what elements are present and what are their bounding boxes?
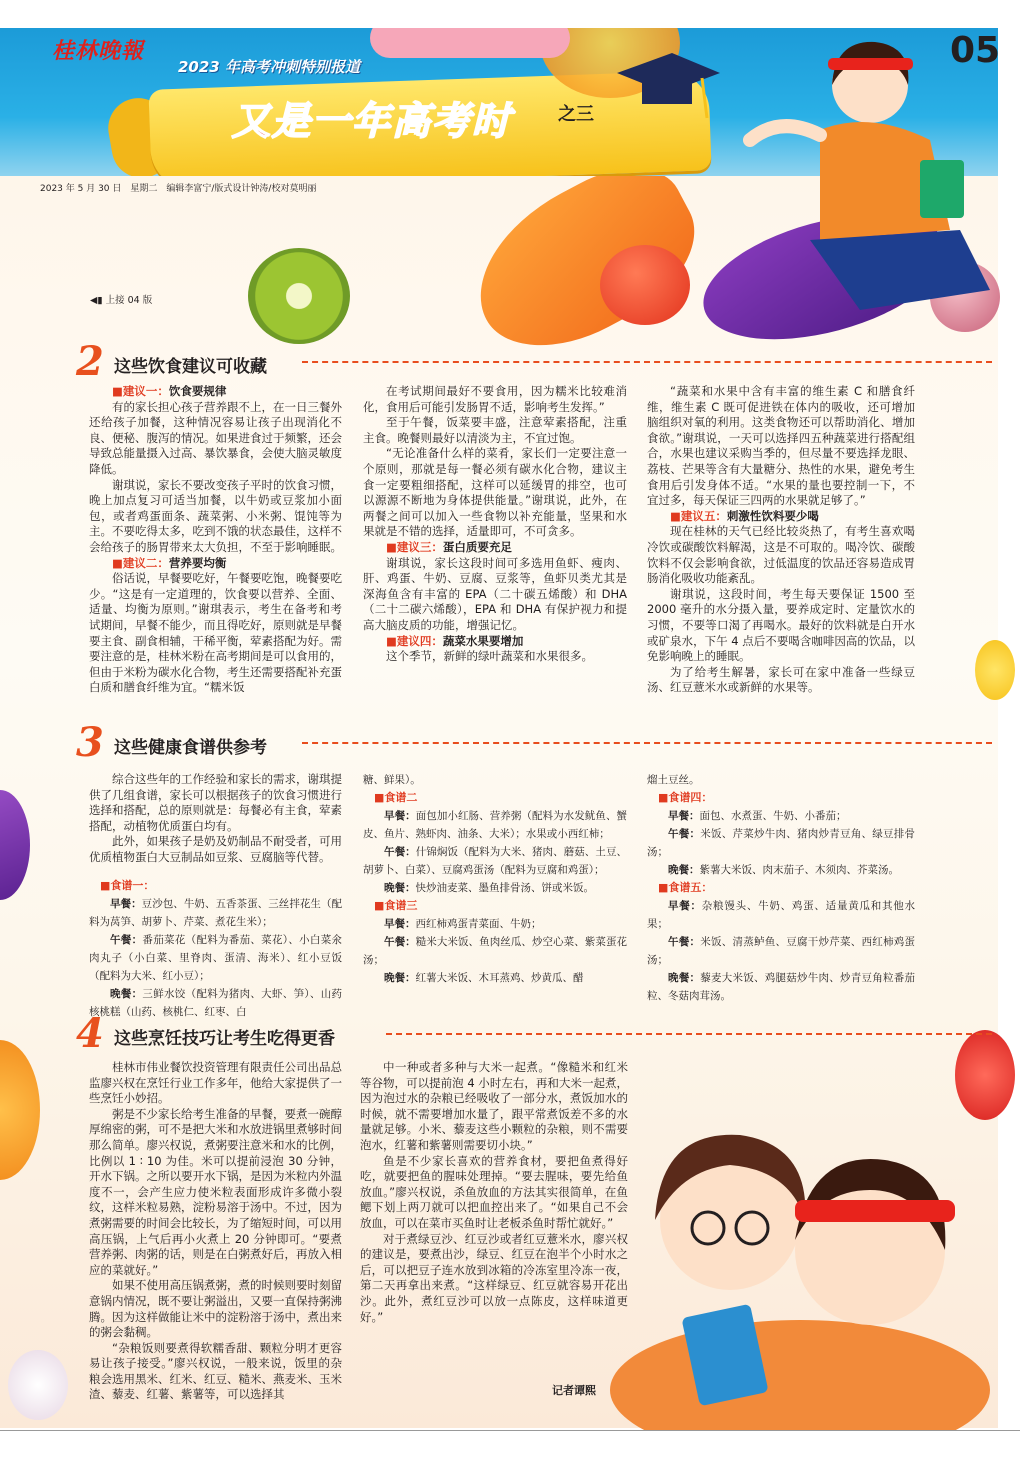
recipe-4-and-5 [647,771,915,1005]
section-4-heading [76,1010,996,1057]
paragraph: “杂粮饭则要煮得软糯香甜、颗粒分明才更容易让孩子接受。”廖兴权说，一般来说，饭里的杂粮会选用黑米、红米、红豆、糙米、燕麦米、玉米渣、藜麦、红薯、紫薯等，可以选择其 [89,1340,342,1402]
paragraph: 至于午餐，饭菜要丰盛，注意荤素搭配，注重主食。晚餐则最好以清淡为主，不宜过饱。 [363,415,627,445]
dateline: 2023 年 5 月 30 日 星期二 编辑李富宁/版式设计钟涛/校对莫明丽 [40,184,317,194]
section-4-column-2 [360,1060,628,1325]
paragraph: 谢琪说，家长不要改变孩子平时的饮食习惯，晚上加点复习可适当加餐，以牛奶或豆浆加小面包，或者鸡蛋面条、蔬菜粥、小米粥、馄饨等为主。不要吃得太多，吃到不饿的状态最佳，这样不会给孩子的肠胃带来太大负担，不至于影响睡眠。 [89,477,342,554]
subheading-tag: ■建议二： [112,555,169,570]
meal-items: 紫薯大米饭、肉末茄子、木须肉、芥菜汤。 [699,864,899,876]
recipe-lunch [647,825,915,861]
meal-items: 豆沙包、牛奶、五香茶蛋、三丝拌花生（配料为莴笋、胡萝卜、芹菜、煮花生米）； [89,898,343,928]
lemon-right-illustration [975,640,1015,700]
section-number: 4 [76,1010,104,1057]
subheading [89,384,342,400]
recipe-dinner [89,985,342,1021]
paragraph: 有的家长担心孩子营养跟不上，在一日三餐外还给孩子加餐，这种情况容易让孩子出现消化不良、便秘、腹泻的情况。如果进食过于频繁，还会导致总能量摄入过高、暴饮暴食，会使大脑灵敏度降低。 [89,399,342,476]
section-3-intro [89,772,342,866]
recipe-1 [89,877,342,1021]
paragraph: 鱼是不少家长喜欢的营养食材，要把鱼煮得好吃，就要把鱼的腥味处理掉。“要去腥味，要先给鱼放血。”廖兴权说，杀鱼放血的方法其实很简单，在鱼鳃下划上两刀就可以把血控出来了。“如果自己不会放血，可以在菜市买鱼时让老板杀鱼时帮忙就好。” [360,1153,628,1230]
meal-label: 早餐： [110,898,142,910]
recipe-dinner [647,861,915,879]
blue-pants [810,230,990,310]
recipe-1-continued: 糖、鲜果）。 [363,774,421,786]
subheading-tag: ■建议五： [670,508,727,523]
recipe-dinner [363,969,627,987]
recipe-2-and-3 [363,771,627,987]
newspaper-logo: 桂林晚報 [52,38,145,64]
recipe-lunch [363,933,627,969]
meal-label: 晚餐： [668,864,700,876]
paragraph: “蔬菜和水果中含有丰富的维生素 C 和膳食纤维，维生素 C 既可促进铁在体内的吸收，还可增加脑组织对氧的利用。这类食物还可以帮助消化、增加食欲。”谢琪说，一天可以选择四五种蔬菜进行搭配组合，水果也建议采购当季的，但尽量不要选择龙眼、荔枝、芒果等含有大量糖分、热性的水果，避免考生食用后引发身体不适。“水果的量也要控制一下，不宜过多，每天保证三四两的水果就足够了。” [647,384,915,508]
section-2-column-1 [89,384,342,696]
section-number: 3 [76,719,104,766]
meal-items: 糙米大米饭、鱼肉丝瓜、炒空心菜、紫菜蛋花汤； [363,936,628,966]
paragraph: 桂林市伟业餐饮投资管理有限责任公司出品总监廖兴权在烹饪行业工作多年，他给大家提供了一些烹饪小妙招。 [89,1060,342,1106]
section-3-heading [76,719,996,766]
paragraph: 如果不使用高压锅煮粥，煮的时候则要时刻留意锅内情况，既不要让粥溢出，又要一直保持粥沸腾。因为这样做能让米中的淀粉溶于汤中，煮出来的粥会黏稠。 [89,1278,342,1340]
paragraph: 这个季节，新鲜的绿叶蔬菜和水果很多。 [386,649,593,664]
meal-label: 早餐： [668,810,700,822]
subheading [363,634,627,650]
subheading-tag: ■建议一： [112,384,169,398]
meal-items: 快炒油麦菜、墨鱼排骨汤、饼或米饭。 [415,882,594,894]
jump-arrow-icon: ◀▮ [90,295,106,306]
section-4-column-1 [89,1060,342,1403]
boy-arm [750,126,820,140]
meal-label: 午餐： [384,846,416,858]
subheading-tag: ■建议三： [386,539,443,554]
students-illustration [600,1060,1000,1430]
tomato-illustration [600,245,690,325]
meal-items: 杂粮馒头、牛奶、鸡蛋、适量黄瓜和其他水果； [647,900,916,930]
subheading-text: 营养要均衡 [168,555,227,570]
paragraph: “无论准备什么样的菜肴，家长们一定要注意一个原则，那就是每一餐必须有碳水化合物，建议主食一定要粗细搭配，这样可以延缓胃的排空，也可以源源不断地为身体提供能量。”谢琪说，此外，在两餐之间可以加入一些食物以补充能量，坚果和水果就是不错的选择，适量即可，不可贪多。 [363,446,627,539]
section-title: 这些烹饪技巧让考生吃得更香 [114,1029,335,1049]
series-suffix: 之三 [558,104,594,125]
meal-label: 早餐： [384,918,416,930]
paragraph: 中一种或者多种与大米一起煮。“像糙米和红米等谷物，可以提前泡 4 小时左右，再和大米一起煮，因为泡过水的杂粮已经吸收了一部分水，煮饭加水的时候，就不需要增加水量了，跟平常煮饭差不多的水量就足够。小米、藜麦这些小颗粒的杂粮，则不需要泡水，红薯和紫薯则需要切小块。” [360,1060,628,1152]
meal-label: 午餐： [668,936,701,948]
meal-label: 晚餐： [384,972,416,984]
boy-headband [795,1200,955,1222]
meal-label: 晚餐： [668,972,701,984]
recipe-breakfast [647,807,915,825]
section-title: 这些健康食谱供参考 [114,738,267,758]
graduation-cap-icon [612,38,722,128]
headband [828,58,913,70]
meal-items: 面包、水煮蛋、牛奶、小番茄； [699,810,847,822]
section-divider [302,361,992,363]
meal-items: 米饭、清蒸鲈鱼、豆腐干炒芹菜、西红柿鸡蛋汤； [647,936,915,966]
section-2-heading [76,338,996,385]
meal-items: 红薯大米饭、木耳蒸鸡、炒黄瓜、醋 [415,972,584,984]
paragraph: 对于煮绿豆沙、红豆沙或者红豆薏米水，廖兴权的建议是，要煮出沙，绿豆、红豆在泡半个小时水之后，可以把豆子连水放到冰箱的冷冻室里冷冻一夜，第二天再拿出来煮。“这样绿豆、红豆就容易开花出沙。此外，煮红豆沙可以放一点陈皮，这样味道更好。” [360,1231,628,1324]
recipe-title: ■食谱二 [374,791,418,804]
meal-label: 早餐： [668,900,702,912]
running-student-illustration [740,30,1001,330]
garlic-left-illustration [8,1350,68,1420]
subheading-text: 蛋白质要充足 [442,539,512,554]
subheading-text: 刺激性饮料要少喝 [726,508,819,523]
recipe-breakfast [89,895,342,931]
meal-label: 午餐： [668,828,701,840]
paragraph: 粥是不少家长给考生准备的早餐，要煮一碗醇厚绵密的粥，可不是把大米和水放进锅里煮够时间那么简单。廖兴权说，煮粥要注意米和水的比例，比例以 1 ∶ 10 为佳。米可以提前浸泡 30 分钟，开水下锅。之所以要开水下锅，是因为米粒内外温度不一，会产生应力使米粒表面形成许多微小裂纹，这样米粒易熟，淀粉易溶于汤中。不过，因为煮粥需要的时间会比较长，为了缩短时间，可以用高压锅，上气后再小火煮上 20 分钟即可。“要煮营养粥、肉粥的话，则是在白粥煮好后，再放入相应的菜就好。” [89,1106,342,1277]
section-2-column-3 [647,384,915,696]
byline: 记者谭熙 [552,1384,596,1397]
subheading [647,509,915,525]
recipe-title: ■食谱一： [100,879,155,892]
green-book-icon [920,160,964,218]
subheading-text: 蔬菜水果要增加 [442,633,524,648]
kiwi-illustration [248,248,350,344]
recipe-dinner [647,969,915,1005]
section-title: 这些饮食建议可收藏 [114,357,267,377]
section-number: 2 [76,338,104,385]
recipe-breakfast [363,807,627,843]
paragraph: 在考试期间最好不要食用，因为糯米比较难消化，食用后可能引发肠胃不适，影响考生发挥。” [363,384,627,414]
pink-cloud-decoration [370,28,570,58]
subheading [363,540,627,556]
section-2-column-2 [363,384,627,665]
recipe-lunch [647,933,915,969]
recipe-breakfast [647,897,915,933]
meal-items: 三鲜水饺（配料为猪肉、大虾、笋）、山药核桃糕（山药、核桃仁、红枣、白 [89,988,343,1018]
meal-items: 什锦焖饭（配料为大米、猪肉、蘑菇、土豆、胡萝卜、白菜）、豆腐鸡蛋汤（配料为豆腐和鸡蛋）； [363,846,628,876]
paragraph: 现在桂林的天气已经比较炎热了，有考生喜欢喝冷饮或碳酸饮料解渴，这是不可取的。喝冷饮、碳酸饮料不仅会影响食欲，过低温度的饮品还容易造成胃肠消化吸收功能紊乱。 [647,524,915,586]
paragraph: 为了给考生解暑，家长可在家中准备一些绿豆汤、红豆薏米水或新鲜的水果等。 [647,664,915,695]
section-divider [302,742,992,744]
paragraph: 谢琪说，家长这段时间可多选用鱼虾、瘦肉、肝、鸡蛋、牛奶、豆腐、豆浆等，鱼虾贝类尤其是深海鱼含有丰富的 EPA（二十碳五烯酸）和 DHA（二十二碳六烯酸），EPA 和 DHA 有保护视力和提高大脑皮质的功能，增强记忆。 [363,555,627,632]
meal-label: 晚餐： [110,988,143,1000]
page-bottom-rule [0,1430,1020,1431]
meal-label: 早餐： [384,810,416,822]
recipe-title: ■食谱三 [374,899,418,912]
paragraph: 谢琪说，这段时间，考生每天要保证 1500 至 2000 毫升的水分摄入量，要养成定时、定量饮水的习惯，不要等口渴了再喝水。最好的饮料就是白开水或矿泉水，下午 4 点后不要喝含咖啡因高的饮品，以免影响晚上的睡眠。 [647,586,915,664]
meal-items: 西红柿鸡蛋青菜面、牛奶； [415,918,542,930]
recipe-dinner [363,879,627,897]
meal-items: 藜麦大米饭、鸡腿菇炒牛肉、炒青豆角粒番茄粒、冬菇肉茸汤。 [647,972,915,1002]
meal-items: 米饭、芹菜炒牛肉、猪肉炒青豆角、绿豆排骨汤； [647,828,915,858]
recipe-lunch [89,931,342,985]
paragraph: 此外，如果孩子是奶及奶制品不耐受者，可用优质植物蛋白大豆制品如豆浆、豆腐脑等代替。 [89,834,342,864]
meal-label: 晚餐： [384,882,416,894]
special-report-label: 2023 年高考冲刺特别报道 [178,58,360,76]
paragraph: 综合这些年的工作经验和家长的需求，谢琪提供了几组食谱，家长可以根据孩子的饮食习惯进行选择和搭配，总的原则就是：每餐必有主食，荤素搭配，动植物优质蛋白均有。 [89,772,342,833]
page-title: 又是一年高考时 [232,99,513,143]
recipe-title: ■食谱五： [658,881,713,894]
meal-label: 午餐： [384,936,416,948]
recipe-title: ■食谱四： [658,791,713,804]
recipe-3-continued: 熘土豆丝。 [647,774,700,786]
meal-label: 午餐： [110,934,143,946]
subheading-text: 饮食要规律 [168,384,227,398]
page-number: 05 [950,30,1001,71]
paragraph: 俗话说，早餐要吃好，午餐要吃饱，晚餐要吃少。“这是有一定道理的，饮食要以营养、全面、适量、均衡为原则。”谢琪表示，考生在备考和考试期间，早餐不能少，而且得吃好，原则就是早餐要主食、副食相辅，干稀平衡，荤素搭配为好。需要注意的是，桂林米粉在高考期间是可以食用的，但由于米粉为碳水化合物，考生还需要搭配补充蛋白质和膳食纤维为宜。“糯米饭 [89,571,342,695]
meal-items: 面包加小红肠、营养粥（配料为水发鱿鱼、蟹皮、鱼片、熟虾肉、油条、大米）；水果或小西红柿； [363,810,628,840]
recipe-breakfast [363,915,627,933]
continued-from-text: 上接 04 版 [105,295,153,306]
continued-from [90,292,152,306]
subheading-tag: ■建议四： [386,633,443,648]
recipe-lunch [363,843,627,879]
meal-items: 番茄菜花（配料为番茄、菜花）、小白菜氽肉丸子（小白菜、里脊肉、蛋清、海米）、红小豆饭（配料为大米、红小豆）； [89,934,343,982]
illustration-shirt [610,1320,990,1430]
section-divider [386,1033,992,1035]
subheading [89,556,342,572]
